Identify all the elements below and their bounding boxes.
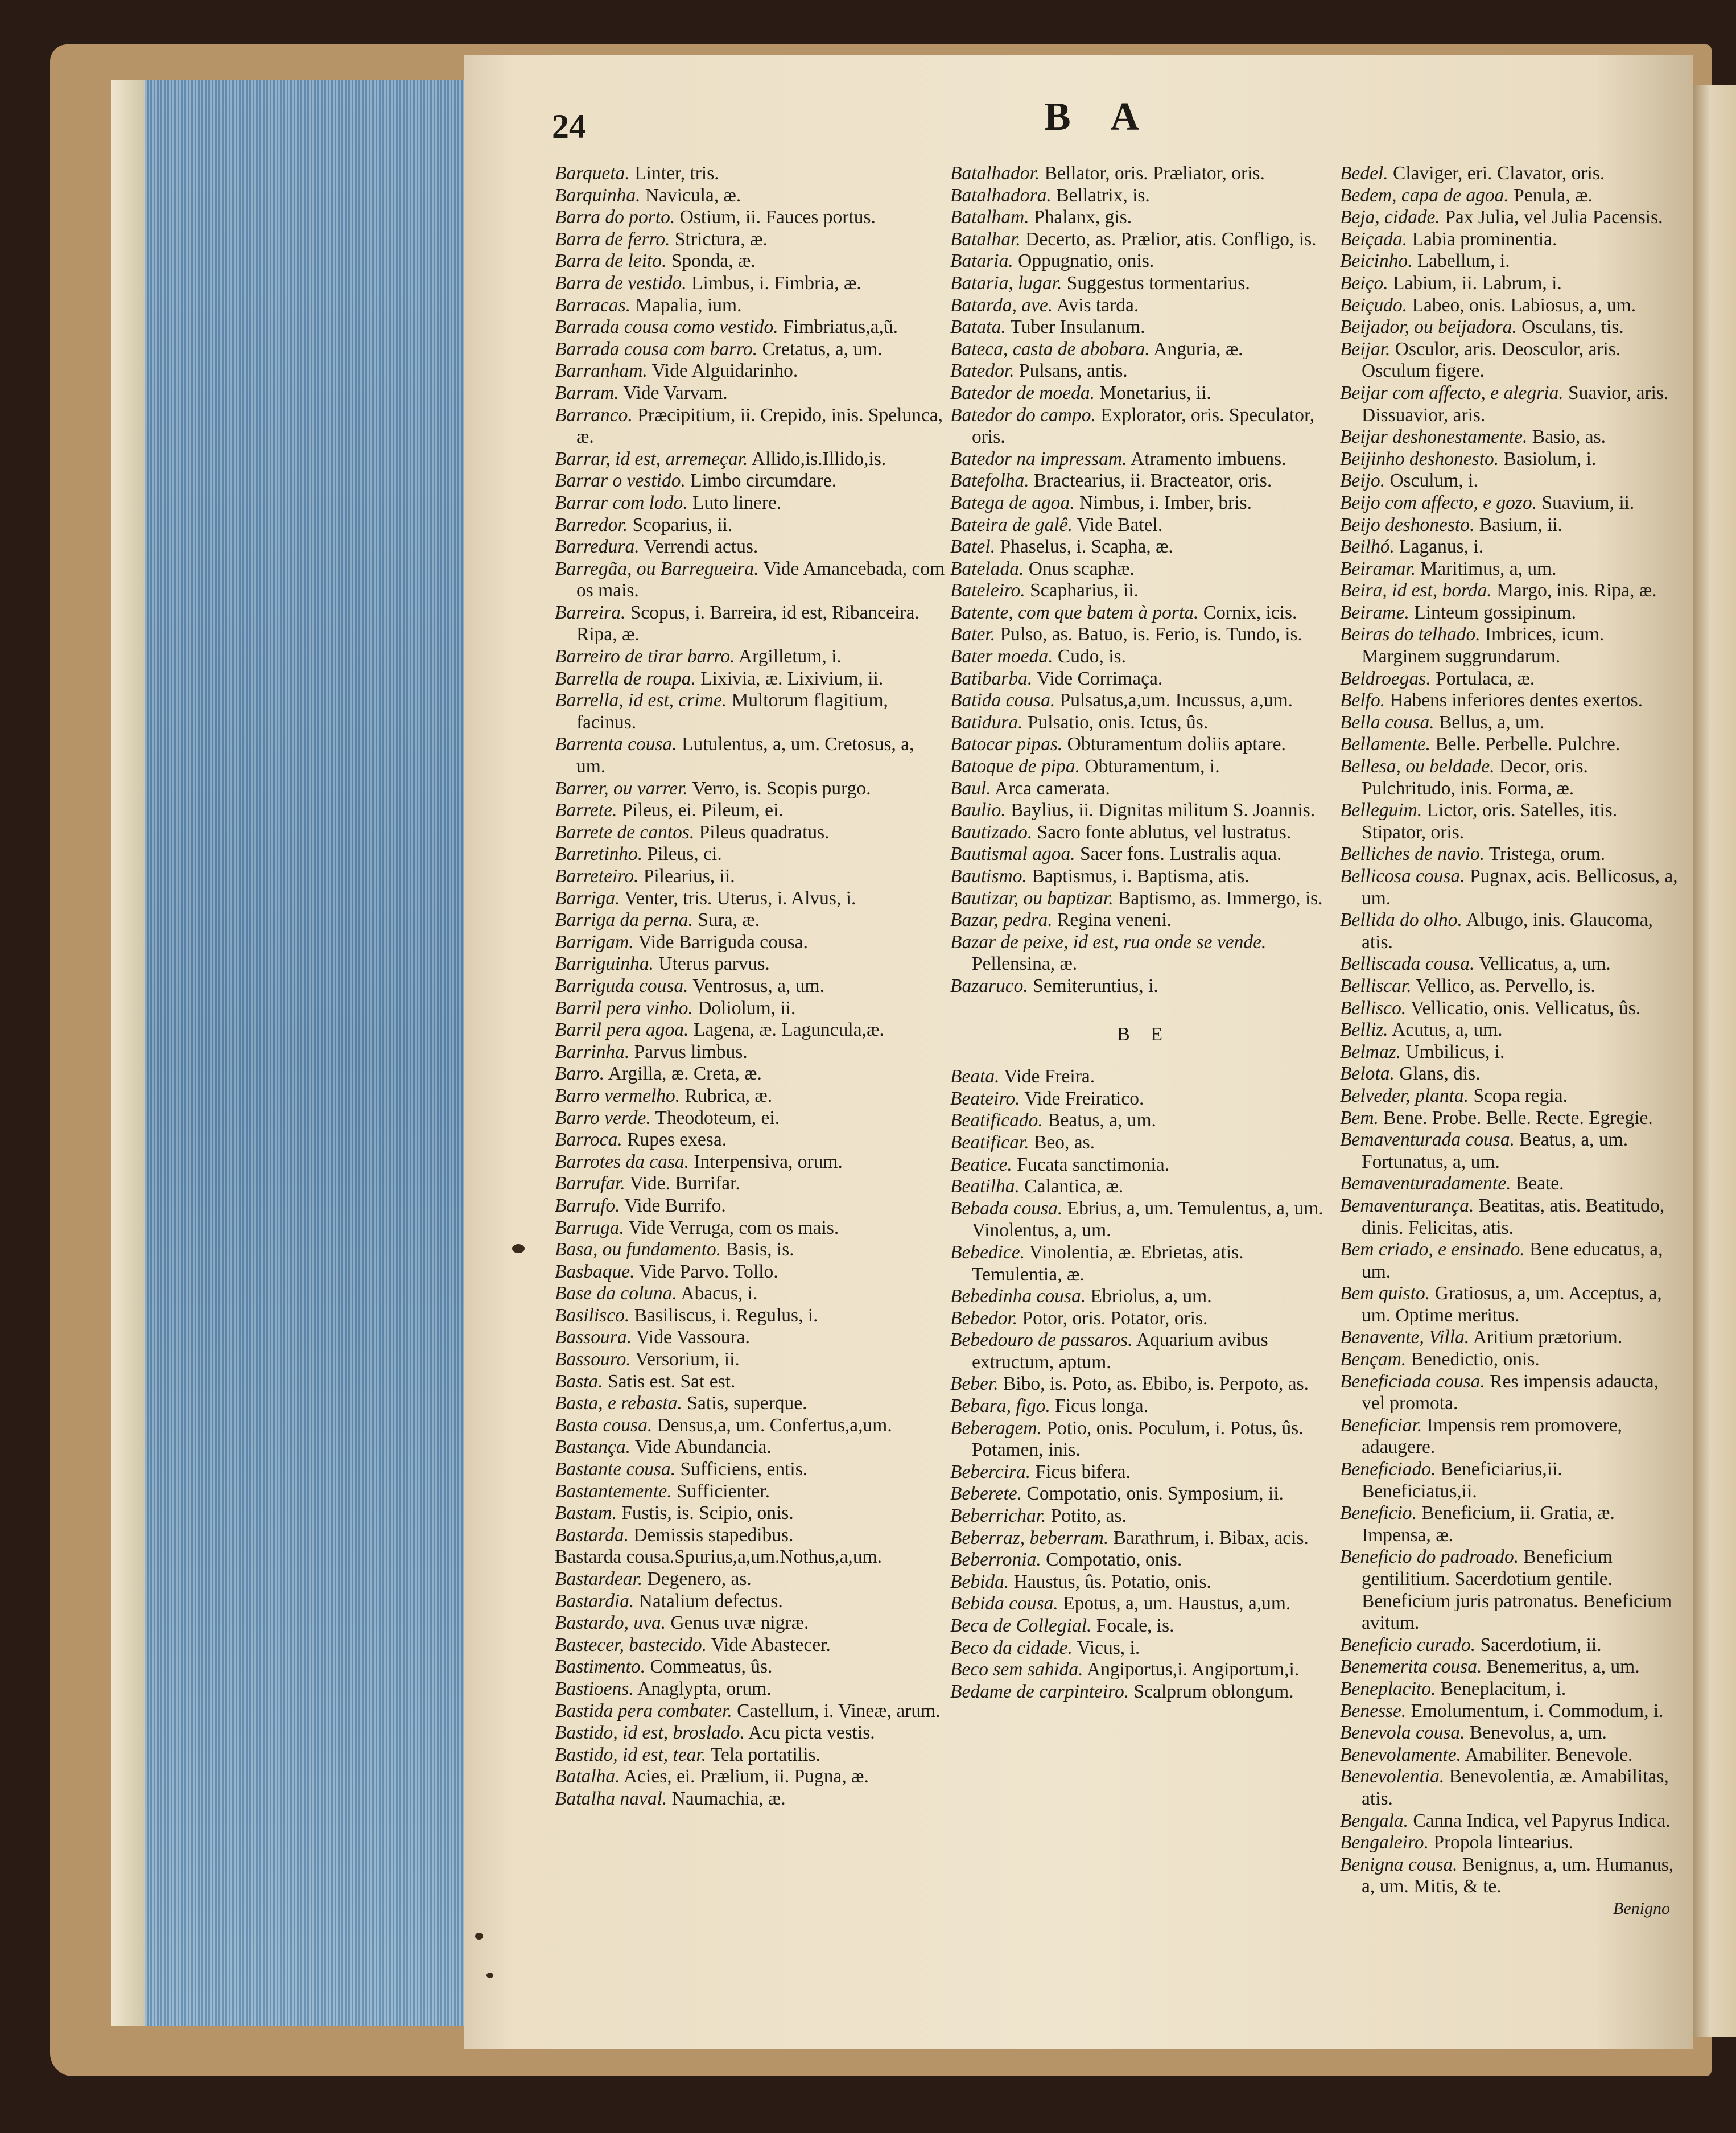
dictionary-entry: Beberronia. Compotatio, onis.	[950, 1549, 1182, 1571]
dictionary-entry: Batibarba. Vide Corrimaça.	[950, 668, 1163, 689]
dictionary-entry: Belliscar. Vellico, as. Pervello, is.	[1340, 975, 1595, 997]
dictionary-entry: Bataria. Oppugnatio, onis.	[950, 250, 1154, 272]
dictionary-entry: Bellida do olho. Albugo, inis. Glaucoma, atis.	[1340, 909, 1653, 953]
dictionary-entry: Beijinho deshonesto. Basiolum, i.	[1340, 448, 1597, 470]
dictionary-entry: Barranham. Vide Alguidarinho.	[555, 360, 798, 382]
dictionary-entry: Barrella de roupa. Lixivia, æ. Lixivium, ii.	[555, 668, 884, 689]
dictionary-entry: Bastante cousa. Sufficiens, entis.	[555, 1459, 808, 1480]
dictionary-entry: Beijo deshonesto. Basium, ii.	[1340, 514, 1562, 536]
dictionary-entry: Barranco. Præcipitium, ii. Crepido, inis. Spelunca, æ.	[555, 404, 943, 448]
dictionary-entry: Barreira. Scopus, i. Barreira, id est, Ribanceira. Ripa, æ.	[555, 602, 919, 645]
dictionary-entry: Barra de ferro. Strictura, æ.	[555, 228, 768, 250]
dictionary-entry: Beatilha. Calantica, æ.	[950, 1176, 1124, 1197]
dictionary-entry: Bemaventurada cousa. Beatus, a, um. Fortunatus, a, um.	[1340, 1129, 1628, 1172]
dictionary-entry: Bazar de peixe, id est, rua onde se vende. Pellensina, æ.	[950, 931, 1267, 975]
page-edges	[111, 80, 481, 2026]
dictionary-entry: Bazaruco. Semiteruntius, i.	[950, 975, 1158, 997]
dictionary-entry: Bastecer, bastecido. Vide Abastecer.	[555, 1634, 831, 1656]
dictionary-entry: Beberete. Compotatio, onis. Symposium, ii.	[950, 1483, 1284, 1505]
dictionary-entry: Bastioens. Anaglypta, orum.	[555, 1678, 772, 1699]
dictionary-entry: Bautismal agoa. Sacer fons. Lustralis aqua.	[950, 843, 1282, 865]
dictionary-entry: Baul. Arca camerata.	[950, 777, 1110, 799]
dictionary-entry: Bellamente. Belle. Perbelle. Pulchre.	[1340, 734, 1620, 755]
dictionary-entry: Batedor de moeda. Monetarius, ii.	[950, 382, 1211, 403]
dictionary-entry: Beldroegas. Portulaca, æ.	[1340, 668, 1535, 689]
dictionary-entry: Basta. Satis est. Sat est.	[555, 1370, 736, 1392]
dictionary-entry: Benevolentia. Benevolentia, æ. Amabilitas, atis.	[1340, 1766, 1669, 1809]
dictionary-entry: Beatificar. Beo, as.	[950, 1131, 1095, 1153]
dictionary-entry: Barrer, ou varrer. Verro, is. Scopis purgo.	[555, 777, 871, 799]
dictionary-entry: Bellisco. Vellicatio, onis. Vellicatus, ûs.	[1340, 997, 1641, 1019]
dictionary-entry: Bem quisto. Gratiosus, a, um. Acceptus, a, um. Optime meritus.	[1340, 1283, 1662, 1326]
dictionary-entry: Barriguinha. Uterus parvus.	[555, 953, 770, 975]
dictionary-entry: Barrada cousa como vestido. Fimbriatus,a,ũ.	[555, 316, 898, 338]
dictionary-entry: Barquinha. Navicula, æ.	[555, 184, 741, 206]
dictionary-entry: Bemaventuradamente. Beate.	[1340, 1173, 1564, 1195]
dictionary-entry: Bebedice. Vinolentia, æ. Ebrietas, atis. Temulentia, æ.	[950, 1241, 1244, 1285]
running-header: B A	[1044, 95, 1155, 139]
dictionary-entry: Batedor. Pulsans, antis.	[950, 360, 1128, 382]
dictionary-entry: Bengala. Canna Indica, vel Papyrus Indica.	[1340, 1810, 1671, 1831]
dictionary-entry: Belleguim. Lictor, oris. Satelles, itis. Stipator, oris.	[1340, 800, 1618, 843]
dictionary-entry: Batalham. Phalanx, gis.	[950, 207, 1132, 228]
dictionary-entry: Bautizar, ou baptizar. Baptismo, as. Immergo, is.	[950, 887, 1323, 909]
dictionary-entry: Bassouro. Versorium, ii.	[555, 1349, 740, 1370]
dictionary-entry: Benemerita cousa. Benemeritus, a, um.	[1340, 1656, 1640, 1678]
dictionary-entry: Batata. Tuber Insulanum.	[950, 316, 1145, 338]
dictionary-entry: Barril pera vinho. Doliolum, ii.	[555, 997, 796, 1019]
column-left	[555, 163, 947, 1810]
dictionary-entry: Beira, id est, borda. Margo, inis. Ripa, æ.	[1340, 580, 1657, 602]
dictionary-entry: Barrete de cantos. Pileus quadratus.	[555, 821, 830, 843]
dictionary-entry: Barriga da perna. Sura, æ.	[555, 909, 760, 931]
dictionary-entry: Bedem, capa de agoa. Penula, æ.	[1340, 184, 1593, 206]
dictionary-entry: Bautismo. Baptismus, i. Baptisma, atis.	[950, 866, 1250, 887]
dictionary-entry: Belota. Glans, dis.	[1340, 1063, 1481, 1085]
dictionary-entry: Bellesa, ou beldade. Decor, oris. Pulchritudo, inis. Forma, æ.	[1340, 756, 1588, 799]
dictionary-entry: Bastido, id est, tear. Tela portatilis.	[555, 1744, 820, 1765]
dictionary-entry: Barrar o vestido. Limbo circumdare.	[555, 470, 836, 492]
dictionary-entry: Beicinho. Labellum, i.	[1340, 250, 1510, 272]
dictionary-entry: Beatice. Fucata sanctimonia.	[950, 1154, 1170, 1175]
page-edges-highlight	[111, 80, 145, 2026]
dictionary-entry: Barra de leito. Sponda, æ.	[555, 250, 756, 272]
dictionary-entry: Bella cousa. Bellus, a, um.	[1340, 711, 1545, 733]
dictionary-entry: Benevolamente. Amabiliter. Benevole.	[1340, 1744, 1633, 1765]
dictionary-entry: Batefolha. Bractearius, ii. Bracteator, oris.	[950, 470, 1272, 492]
dictionary-entry: Batalhar. Decerto, as. Prælior, atis. Confligo, is.	[950, 228, 1317, 250]
dictionary-entry: Bebedouro de passaros. Aquarium avibus extructum, aptum.	[950, 1329, 1268, 1373]
dictionary-entry: Barram. Vide Varvam.	[555, 382, 728, 403]
dictionary-entry: Beco sem sahida. Angiportus,i. Angiportum,i.	[950, 1659, 1300, 1681]
dictionary-entry: Beijar deshonestamente. Basio, as.	[1340, 426, 1606, 448]
dictionary-entry: Batalha naval. Naumachia, æ.	[555, 1788, 786, 1809]
dictionary-entry: Bautizado. Sacro fonte ablutus, vel lustratus.	[950, 821, 1292, 843]
dictionary-entry: Barroca. Rupes exesa.	[555, 1129, 727, 1151]
dictionary-entry: Benesse. Emolumentum, i. Commodum, i.	[1340, 1700, 1664, 1722]
catchword: Benigno	[1613, 1899, 1670, 1918]
dictionary-entry: Beijar. Osculor, aris. Deosculor, aris. Osculum figere.	[1340, 338, 1621, 382]
dictionary-entry: Bastimento. Commeatus, ûs.	[555, 1656, 773, 1678]
wormhole	[512, 1244, 525, 1253]
dictionary-entry: Batarda, ave. Avis tarda.	[950, 294, 1139, 316]
dictionary-entry: Barrella, id est, crime. Multorum flagitium, facinus.	[555, 690, 888, 733]
dictionary-entry: Batedor do campo. Explorator, oris. Speculator, oris.	[950, 404, 1315, 448]
dictionary-entry: Bater. Pulso, as. Batuo, is. Ferio, is. Tundo, is.	[950, 624, 1302, 645]
dictionary-entry: Barredor. Scoparius, ii.	[555, 514, 733, 536]
dictionary-entry: Barqueta. Linter, tris.	[555, 163, 719, 184]
dictionary-entry: Beiramar. Maritimus, a, um.	[1340, 558, 1557, 579]
dictionary-entry: Batedor na impressam. Atramento imbuens.	[950, 448, 1286, 470]
dictionary-entry: Bastantemente. Sufficienter.	[555, 1480, 770, 1502]
dictionary-entry: Beneficio curado. Sacerdotium, ii.	[1340, 1634, 1602, 1656]
page-number: 24	[552, 108, 586, 145]
dictionary-entry: Bazar, pedra. Regina veneni.	[950, 909, 1172, 931]
dictionary-entry: Belliscada cousa. Vellicatus, a, um.	[1340, 953, 1611, 975]
dictionary-entry: Barrada cousa com barro. Cretatus, a, um.	[555, 338, 883, 360]
dictionary-entry: Batocar pipas. Obturamentum doliis aptare.	[950, 734, 1286, 755]
dictionary-entry: Bebedor. Potor, oris. Potator, oris.	[950, 1307, 1208, 1329]
dictionary-entry: Barruga. Vide Verruga, com os mais.	[555, 1217, 839, 1238]
dictionary-entry: Bellicosa cousa. Pugnax, acis. Bellicosus, a, um.	[1340, 866, 1678, 909]
dictionary-entry: Bastarda cousa.Spurius,a,um.Nothus,a,um.	[555, 1546, 882, 1568]
dictionary-entry: Bemaventurança. Beatitas, atis. Beatitudo, dinis. Felicitas, atis.	[1340, 1195, 1665, 1238]
dictionary-entry: Bassoura. Vide Vassoura.	[555, 1327, 750, 1348]
dictionary-entry: Batega de agoa. Nimbus, i. Imber, bris.	[950, 492, 1252, 513]
dictionary-entry: Bastida pera combater. Castellum, i. Vineæ, arum.	[555, 1700, 941, 1722]
dictionary-entry: Basa, ou fundamento. Basis, is.	[555, 1239, 794, 1261]
dictionary-entry: Bastardia. Natalium defectus.	[555, 1590, 783, 1612]
dictionary-entry: Barregãa, ou Barregueira. Vide Amancebada, com os mais.	[555, 558, 945, 602]
dictionary-entry: Beiço. Labium, ii. Labrum, i.	[1340, 272, 1562, 294]
dictionary-entry: Beijar com affecto, e alegria. Suavior, aris. Dissuavior, aris.	[1340, 382, 1669, 426]
dictionary-entry: Bençam. Benedictio, onis.	[1340, 1349, 1540, 1370]
dictionary-entry: Barredura. Verrendi actus.	[555, 536, 758, 558]
dictionary-entry: Beneplacito. Beneplacitum, i.	[1340, 1678, 1566, 1699]
dictionary-entry: Barreteiro. Pilearius, ii.	[555, 866, 735, 887]
dictionary-entry: Barrenta cousa. Lutulentus, a, um. Cretosus, a, um.	[555, 734, 914, 777]
dictionary-entry: Batalha. Acies, ei. Prælium, ii. Pugna, æ.	[555, 1766, 869, 1788]
column-middle	[950, 163, 1337, 1703]
dictionary-entry: Beneficiado. Beneficiarius,ii. Beneficiatus,ii.	[1340, 1459, 1562, 1502]
dictionary-entry: Beijo. Osculum, i.	[1340, 470, 1478, 492]
dictionary-entry: Beatificado. Beatus, a, um.	[950, 1110, 1156, 1131]
dictionary-entry: Basta cousa. Densus,a, um. Confertus,a,um.	[555, 1414, 892, 1436]
dictionary-entry: Batelada. Onus scaphæ.	[950, 558, 1135, 579]
dictionary-entry: Beiçudo. Labeo, onis. Labiosus, a, um.	[1340, 294, 1636, 316]
dictionary-entry: Beco da cidade. Vicus, i.	[950, 1637, 1140, 1658]
dictionary-entry: Barro. Argilla, æ. Creta, æ.	[555, 1063, 762, 1085]
dictionary-entry: Batente, com que batem à porta. Cornix, icis.	[950, 602, 1297, 623]
section-heading: B E	[1117, 1023, 1170, 1045]
dictionary-entry: Beijo com affecto, e gozo. Suavium, ii.	[1340, 492, 1635, 513]
dictionary-entry: Bem criado, e ensinado. Bene educatus, a, um.	[1340, 1239, 1663, 1282]
dictionary-entry: Benigna cousa. Benignus, a, um. Humanus, a, um. Mitis, & te.	[1340, 1854, 1674, 1897]
column-right	[1340, 163, 1681, 1920]
dictionary-entry: Bateca, casta de abobara. Anguria, æ.	[950, 338, 1243, 360]
dictionary-entry: Bater moeda. Cudo, is.	[950, 646, 1126, 668]
dictionary-entry: Benavente, Villa. Aritium prætorium.	[1340, 1327, 1623, 1348]
dictionary-entry: Barril pera agoa. Lagena, æ. Laguncula,æ.	[555, 1019, 884, 1041]
dictionary-entry: Bastardear. Degenero, as.	[555, 1568, 752, 1590]
dictionary-entry: Beberrichar. Potito, as.	[950, 1505, 1127, 1527]
dictionary-entry: Barreiro de tirar barro. Argilletum, i.	[555, 646, 842, 668]
dictionary-entry: Beateiro. Vide Freiratico.	[950, 1088, 1144, 1109]
dictionary-entry: Barro verde. Theodoteum, ei.	[555, 1107, 780, 1129]
dictionary-entry: Bastam. Fustis, is. Scipio, onis.	[555, 1502, 794, 1524]
dictionary-entry: Batalhadora. Bellatrix, is.	[950, 184, 1150, 206]
dictionary-entry: Barrar, id est, arremeçar. Allido,is.Illido,is.	[555, 448, 886, 470]
dictionary-entry: Beiçada. Labia prominentia.	[1340, 228, 1557, 250]
dictionary-entry: Belfo. Habens inferiores dentes exertos.	[1340, 690, 1643, 711]
dictionary-entry: Bastarda. Demissis stapedibus.	[555, 1524, 794, 1546]
wormhole	[475, 1933, 483, 1940]
dictionary-entry: Beneficio do padroado. Beneficium gentilitium. Sacerdotium gentile. Beneficium juris patronatus. Beneficium avitum.	[1340, 1546, 1672, 1634]
dictionary-entry: Barrinha. Parvus limbus.	[555, 1041, 748, 1063]
dictionary-entry: Basilisco. Basiliscus, i. Regulus, i.	[555, 1304, 818, 1326]
dictionary-entry: Bastardo, uva. Genus uvæ nigræ.	[555, 1612, 809, 1634]
dictionary-entry: Barrigam. Vide Barriguda cousa.	[555, 931, 808, 953]
dictionary-entry: Beberraz, beberram. Barathrum, i. Bibax, acis.	[950, 1527, 1309, 1549]
dictionary-entry: Beneficiada cousa. Res impensis adaucta, vel promota.	[1340, 1370, 1659, 1414]
dictionary-entry: Beijador, ou beijadora. Osculans, tis.	[1340, 316, 1624, 338]
dictionary-page	[464, 55, 1693, 2049]
dictionary-entry: Bebercira. Ficus bifera.	[950, 1461, 1131, 1483]
dictionary-entry: Batoque de pipa. Obturamentum, i.	[950, 756, 1220, 777]
dictionary-entry: Barro vermelho. Rubrica, æ.	[555, 1085, 773, 1106]
dictionary-entry: Belliz. Acutus, a, um.	[1340, 1019, 1503, 1041]
dictionary-entry: Barriga. Venter, tris. Uterus, i. Alvus, i.	[555, 887, 856, 909]
dictionary-entry: Batalhador. Bellator, oris. Præliator, oris.	[950, 163, 1265, 184]
dictionary-entry: Barriguda cousa. Ventrosus, a, um.	[555, 975, 824, 997]
dictionary-entry: Base da coluna. Abacus, i.	[555, 1283, 758, 1304]
dictionary-entry: Beberagem. Potio, onis. Poculum, i. Potus, ûs. Potamen, inis.	[950, 1417, 1304, 1461]
dictionary-entry: Barrufar. Vide. Burrifar.	[555, 1173, 740, 1195]
dictionary-entry: Barrar com lodo. Luto linere.	[555, 492, 782, 513]
dictionary-entry: Barrufo. Vide Burrifo.	[555, 1195, 726, 1216]
dictionary-entry: Barrete. Pileus, ei. Pileum, ei.	[555, 800, 784, 821]
dictionary-entry: Bebida. Haustus, ûs. Potatio, onis.	[950, 1571, 1211, 1592]
dictionary-entry: Bedel. Claviger, eri. Clavator, oris.	[1340, 163, 1605, 184]
dictionary-entry: Belmaz. Umbilicus, i.	[1340, 1041, 1505, 1063]
dictionary-entry: Batel. Phaselus, i. Scapha, æ.	[950, 536, 1173, 558]
dictionary-entry: Basta, e rebasta. Satis, superque.	[555, 1393, 807, 1414]
dictionary-entry: Bataria, lugar. Suggestus tormentarius.	[950, 272, 1250, 294]
dictionary-entry: Barracas. Mapalia, ium.	[555, 294, 742, 316]
dictionary-entry: Bebada cousa. Ebrius, a, um. Temulentus, a, um. Vinolentus, a, um.	[950, 1197, 1323, 1241]
dictionary-entry: Bengaleiro. Propola lintearius.	[1340, 1832, 1573, 1854]
dictionary-entry: Barretinho. Pileus, ci.	[555, 843, 722, 865]
dictionary-entry: Bateira de galê. Vide Batel.	[950, 514, 1163, 536]
dictionary-entry: Bedame de carpinteiro. Scalprum oblongum.	[950, 1681, 1294, 1702]
dictionary-entry: Beirame. Linteum gossipinum.	[1340, 602, 1576, 623]
dictionary-entry: Barrotes da casa. Interpensiva, orum.	[555, 1151, 843, 1172]
dictionary-entry: Bateleiro. Scapharius, ii.	[950, 580, 1139, 602]
next-page-edge	[1693, 85, 1736, 2037]
dictionary-entry: Beneficiar. Impensis rem promovere, adaugere.	[1340, 1414, 1622, 1458]
dictionary-entry: Batida cousa. Pulsatus,a,um. Incussus, a,um.	[950, 690, 1293, 711]
dictionary-entry: Bebedinha cousa. Ebriolus, a, um.	[950, 1286, 1212, 1307]
dictionary-entry: Basbaque. Vide Parvo. Tollo.	[555, 1261, 778, 1282]
dictionary-entry: Belveder, planta. Scopa regia.	[1340, 1085, 1568, 1106]
dictionary-entry: Beber. Bibo, is. Poto, as. Ebibo, is. Perpoto, as.	[950, 1373, 1309, 1395]
dictionary-entry: Batidura. Pulsatio, onis. Ictus, ûs.	[950, 711, 1209, 733]
dictionary-entry: Beata. Vide Freira.	[950, 1066, 1095, 1088]
wormhole	[486, 1973, 493, 1978]
dictionary-entry: Barra de vestido. Limbus, i. Fimbria, æ.	[555, 272, 861, 294]
dictionary-entry: Benevola cousa. Benevolus, a, um.	[1340, 1722, 1607, 1744]
dictionary-entry: Beja, cidade. Pax Julia, vel Julia Pacensis.	[1340, 207, 1663, 228]
dictionary-entry: Bebida cousa. Epotus, a, um. Haustus, a,um.	[950, 1593, 1291, 1615]
dictionary-entry: Beiras do telhado. Imbrices, icum. Marginem suggrundarum.	[1340, 624, 1605, 668]
dictionary-entry: Beilhó. Laganus, i.	[1340, 536, 1484, 558]
dictionary-entry: Bastança. Vide Abundancia.	[555, 1436, 772, 1458]
dictionary-entry: Beca de Collegial. Focale, is.	[950, 1615, 1174, 1636]
dictionary-entry: Bem. Bene. Probe. Belle. Recte. Egregie.	[1340, 1107, 1653, 1129]
dictionary-entry: Belliches de navio. Tristega, orum.	[1340, 843, 1606, 865]
dictionary-entry: Beneficio. Beneficium, ii. Gratia, æ. Impensa, æ.	[1340, 1502, 1615, 1546]
dictionary-entry: Bastido, id est, broslado. Acu picta vestis.	[555, 1722, 875, 1744]
dictionary-entry: Bebara, figo. Ficus longa.	[950, 1395, 1149, 1417]
dictionary-entry: Barra do porto. Ostium, ii. Fauces portus.	[555, 207, 876, 228]
dictionary-entry: Baulio. Baylius, ii. Dignitas militum S. Joannis.	[950, 800, 1316, 821]
